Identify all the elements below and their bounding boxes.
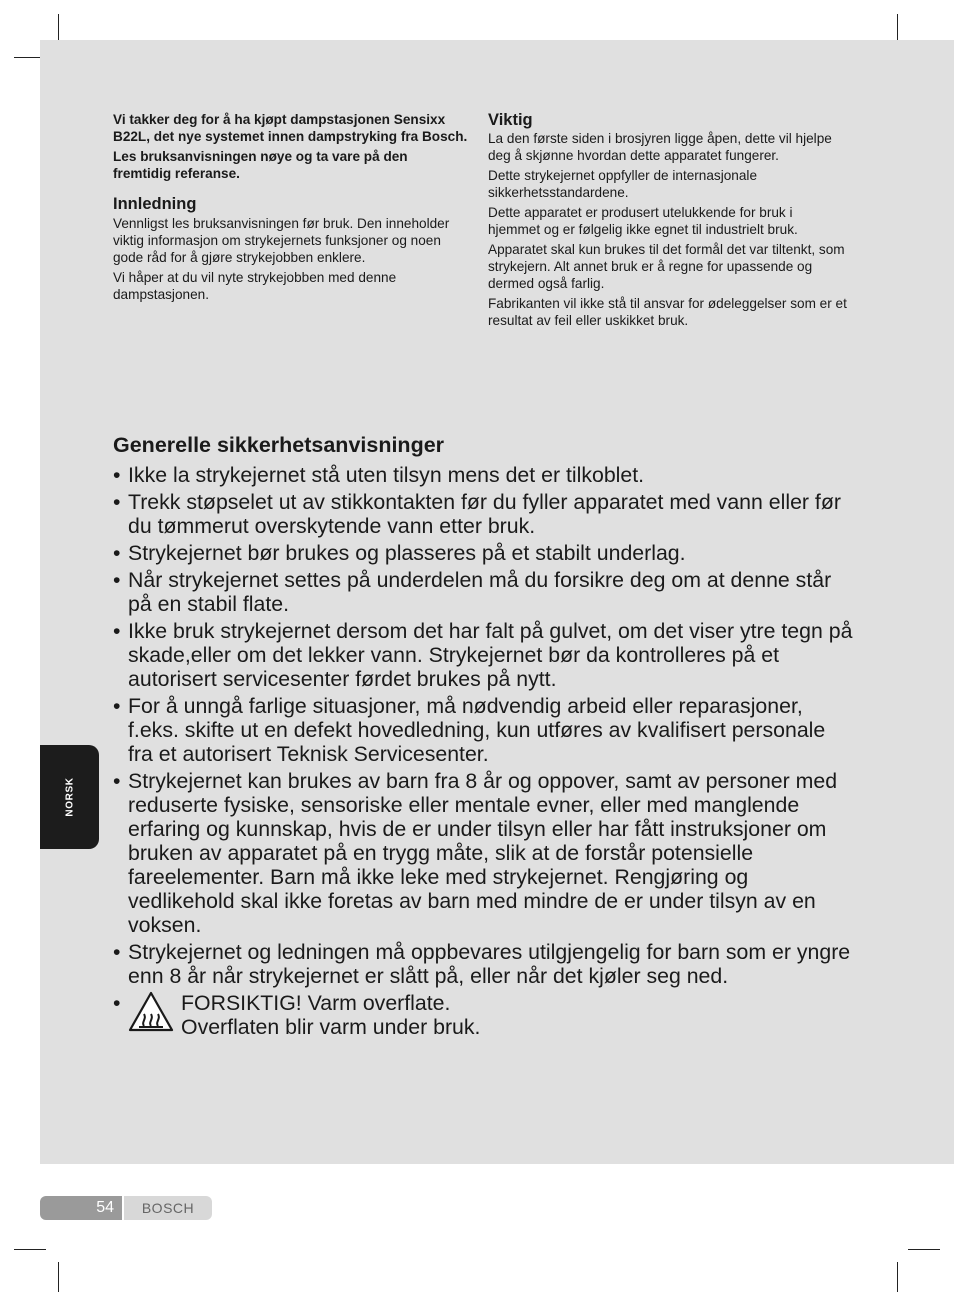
list-item-text: Trekk støpselet ut av stikkontakten før du fyller apparatet med vann eller før du tømmerut overskytende vann etter bruk. [128,490,841,538]
crop-mark [58,1262,59,1292]
important-column [488,110,848,332]
important-paragraph: Fabrikanten vil ikke stå til ansvar for ødeleggelser som er et resultat av feil eller uskikket bruk. [488,296,847,328]
language-tab-label: NORSK [64,777,75,817]
list-item [113,694,853,766]
intro-column [113,111,469,306]
important-paragraph: Dette apparatet er produsert utelukkende for bruk i hjemmet og er følgelig ikke egnet til industrielt bruk. [488,205,798,237]
hot-surface-warning-icon [128,991,174,1033]
list-item-text: Når strykejernet settes på underdelen må du forsikre deg om at denne står på en stabil flate. [128,568,832,616]
warning-detail: Overflaten blir varm under bruk. [181,1015,481,1039]
important-heading: Viktig [488,111,533,129]
intro-heading: Innledning [113,195,197,213]
list-item [113,769,853,937]
bullet: • [113,991,121,1015]
language-tab [40,745,99,849]
safety-list [113,463,853,1039]
list-item [113,463,853,487]
warning-title: FORSIKTIG! Varm overflate. [181,991,451,1015]
list-item [113,568,853,616]
warning-text [181,991,480,1039]
bullet: • [113,619,121,643]
list-item [113,940,853,988]
brand-label: BOSCH [124,1196,212,1220]
bullet: • [113,694,121,718]
intro-keep-manual: Les bruksanvisningen nøye og ta vare på den fremtidig referanse. [113,149,408,181]
crop-mark [897,1262,898,1292]
list-item-text: Strykejernet kan brukes av barn fra 8 år og oppover, samt av personer med reduserte fysiske, sensoriske eller mentale evner, eller med manglende erfaring og kunnskap, hvis de er under tilsyn eller har fått instruksjoner om bruken av apparatet på en trygg måte, slik at de forstår potensielle fareelementer. Barn må ikke leke med strykejernet. Rengjøring og vedlikehold skal ikke foretas av barn med mindre de er under tilsyn av en voksen. [128,769,838,937]
important-paragraph: La den første siden i brosjyren ligge åpen, dette vil hjelpe deg å skjønne hvordan dette apparatet fungerer. [488,131,832,163]
safety-section [113,431,853,1042]
bullet: • [113,541,121,565]
bullet: • [113,940,121,964]
crop-mark [908,1249,940,1250]
intro-paragraph: Vi håper at du vil nyte strykejobben med denne dampstasjonen. [113,270,397,302]
list-item-text: Strykejernet bør brukes og plasseres på et stabilt underlag. [128,541,686,565]
important-paragraph: Apparatet skal kun brukes til det formål det var tiltenkt, som strykejern. Alt annet bruk er å regne for upassende og dermed også farlig. [488,242,845,291]
list-item [113,541,853,565]
bullet: • [113,568,121,592]
bullet: • [113,463,121,487]
important-paragraph: Dette strykejernet oppfyller de internasjonale sikkerhetsstandardene. [488,168,758,200]
list-item-text: Ikke la strykejernet stå uten tilsyn mens det er tilkoblet. [128,463,645,487]
warning-row [128,991,853,1039]
list-item-text: Strykejernet og ledningen må oppbevares utilgjengelig for barn som er yngre enn 8 år når strykejernet er slått på, eller når det kjøler seg ned. [128,940,851,988]
warning-item [113,991,853,1039]
list-item [113,619,853,691]
intro-paragraph: Vennligst les bruksanvisningen før bruk. Den inneholder viktig informasjon om strykejernets funksjoner og noen gode råd for å gjøre strykejobben enklere. [113,216,450,265]
page-number [40,1196,122,1220]
list-item [113,490,853,538]
intro-thanks: Vi takker deg for å ha kjøpt dampstasjonen Sensixx B22L, det nye systemet innen dampstryking fra Bosch. [113,112,468,144]
list-item-text: Ikke bruk strykejernet dersom det har falt på gulvet, om det viser ytre tegn på skade,eller om det lekker vann. Strykejernet bør da kontrolleres på et autorisert servicesenter førdet brukes på nytt. [128,619,853,691]
bullet: • [113,769,121,793]
list-item-text: For å unngå farlige situasjoner, må nødvendig arbeid eller reparasjoner, f.eks. skifte ut en defekt hovedledning, kun utføres av kvalifisert personale fra et autorisert Teknisk Servicesenter. [128,694,826,766]
safety-heading: Generelle sikkerhetsanvisninger [113,433,445,457]
bullet: • [113,490,121,514]
page-number-text: 54 [96,1199,114,1216]
crop-mark [14,1249,46,1250]
